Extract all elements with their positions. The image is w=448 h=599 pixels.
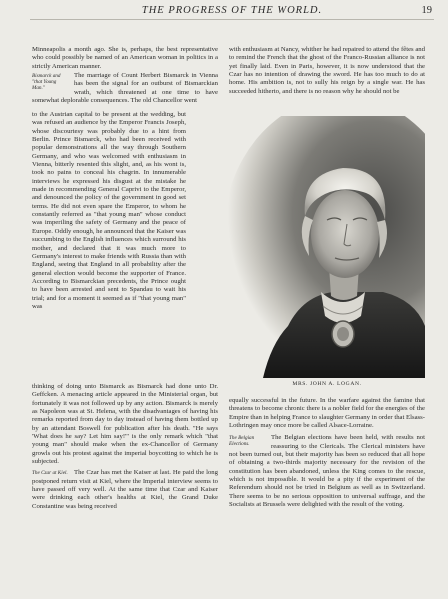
belgian-paragraph: The Belgian elections have been held, with results not reassuring to the Clericals. The Clerical ministers have not been turned out, but their majority has been so reduced that all hope of obtaining a two-thirds majority necessary for the revision of the constitution has been abandoned, unless the King comes to the rescue, which is not impossible. It would be a pity if the experiment of the Referendum should not be tried in Belgium as well as in Switzerland. There seems to be no serious opposition to universal suffrage, and the Socialists at Brussels were delighted with the result of the voting. xyxy=(229,434,425,509)
famine-paragraph: equally successful in the future. In the warfare against the famine that threatens to become chronic there is a nobler field for the energies of the Empire than in helping France to slaughter Germany in order that Elsass-Lothringen may once more be called Alsace-Lorraine. xyxy=(229,397,425,430)
bismarck-section xyxy=(32,72,218,105)
nancy-paragraph: with enthusiasm at Nancy, whither he had repaired to attend the fêtes and to remind the French that the ghost of the Franco-Russian alliance is not yet finally laid. Even in Paris, however, it is now understood that the Czar has no intention of drawing the sword. He has too much to do at home. His ambition is, not to sully his reign by a single war. He has succeeded hitherto, and there is no reason why he should not be xyxy=(229,46,425,95)
bismarck-paragraph-continued: to the Austrian capital to be present at the wedding, but was refused an audience by the Emperor Francis Joseph, whose discourtesy was probably due to a hint from Berlin. Prince Bismarck, who had been received with popular demonstrations all the way through Southern Germany, and who was welcomed with enthusiasm in Vienna, bitterly resented this slight, and, as his wont is, took no pains to conceal his chagrin. In innumerable interviews he expressed his disgust at the mistake he made in recommending General Caprivi to the Emperor, and denounced the policy of the government in good set terms. He did not even spare the Emperor, to whom he constantly referred as "that young man" whose conduct was imperiling the safety of Germany and the peace of Europe. Oddly enough, he announced that the Kaiser was succumbing to the English influences which surround his mother, and declared that it was much more to Germany's interest to make friends with Russia than with England, seeing that England in all probability after the general election would become the supporter of France. According to Bismarckian precedents, the Prince ought to have been arrested and sent to Spandau to wait his trial; and for a moment it seemed as if "that young man" was xyxy=(32,111,186,310)
sidenote-bismarck: Bismarck and "that Young Man." xyxy=(32,73,61,92)
left-column-top xyxy=(32,46,218,105)
page-title: THE PROGRESS OF THE WORLD. xyxy=(141,5,323,16)
right-column-bottom xyxy=(229,397,425,509)
czar-section xyxy=(32,469,218,511)
sidenote-belgian: The Belgian Elections. xyxy=(229,435,255,448)
left-column-narrow xyxy=(32,111,186,311)
portrait-caption: MRS. JOHN A. LOGAN. xyxy=(292,381,362,387)
czar-paragraph: The Czar has met the Kaiser at last. He paid the long postponed return visit at Kiel, where the Imperial interview seems to have passed off very well. At the same time that Czar and Kaiser were drinking each other's healths at Kiel, the Grand Duke Constantine was being received xyxy=(32,469,218,510)
running-header xyxy=(30,5,434,20)
page-number: 19 xyxy=(421,5,432,16)
bismarck-paragraph: The marriage of Count Herbert Bismarck in Vienna has been the signal for an outburst of Bismarckian wrath, which threatened at one time to have somewhat deplorable consequences. The old Chancellor went xyxy=(32,72,218,105)
belgian-section xyxy=(229,434,425,509)
left-column-bottom xyxy=(32,383,218,511)
portrait-engraving xyxy=(193,116,425,378)
portrait-image xyxy=(193,116,425,378)
right-column-top xyxy=(229,46,425,96)
left-top-paragraph: Minneapolis a month ago. She is, perhaps, the best representative who could possibly be named of an American woman in politics in a strictly American manner. xyxy=(32,46,218,70)
sidenote-czar: The Czar at Kiel. xyxy=(32,470,68,477)
geffcken-paragraph: thinking of doing unto Bismarck as Bismarck had done unto Dr. Geffcken. A menacing article appeared in the Ministerial organ, but fortunately it was not followed up by any action. Bismarck is merely as Napoleon was at St. Helena, with the disadvantages of having his remarks reported from day to day instead of having them bottled up by an attendant Boswell for publication after his death. "He says 'What does he say? Let him say!'" is the only remark which "that young man" should make when the ex-Chancellor of Germany growls out his protest against the imperial boycotting to which he is subjected. xyxy=(32,383,218,466)
